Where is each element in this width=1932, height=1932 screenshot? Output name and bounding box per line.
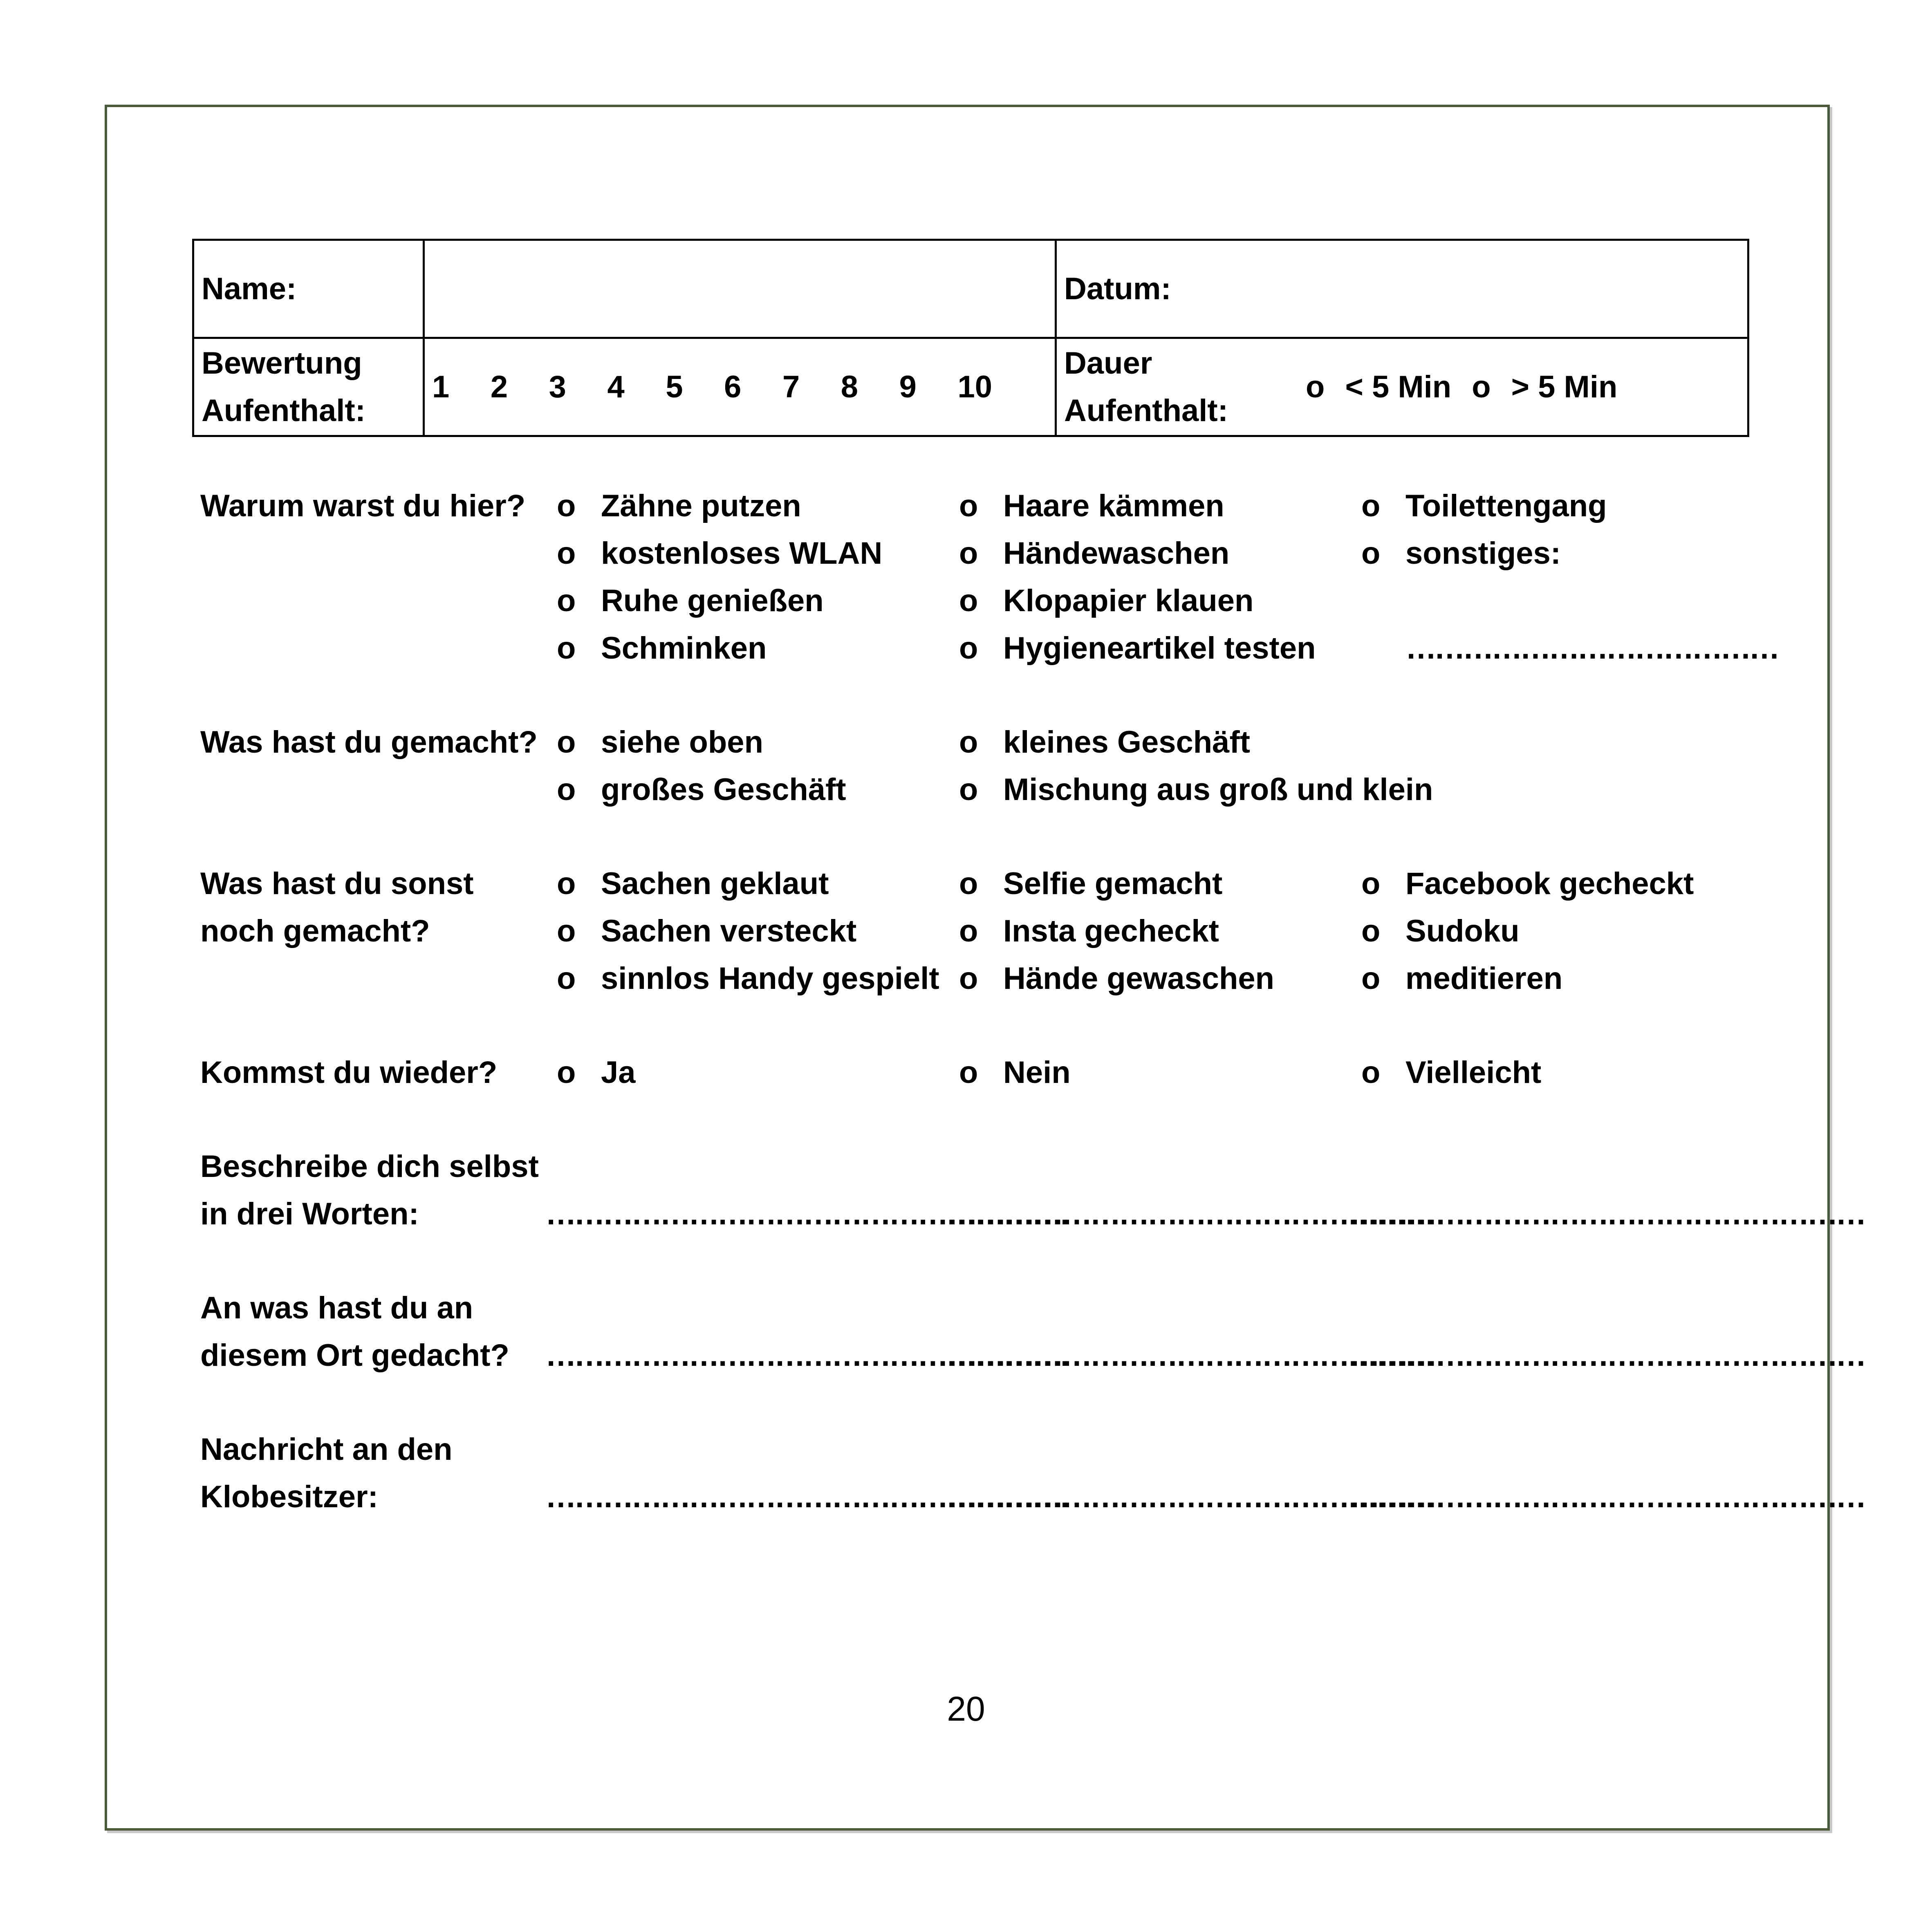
checkbox-bullet[interactable]: o: [1361, 489, 1381, 523]
duration-option-long[interactable]: > 5 Min: [1511, 369, 1618, 404]
question-what-label: Was hast du gemacht?: [200, 725, 538, 760]
option-test-hygiene[interactable]: [959, 625, 1316, 672]
answer-line-3[interactable]: ………………………………………………: [1349, 1338, 1864, 1373]
question-else-line2: noch gemacht?: [200, 914, 430, 948]
name-input-cell[interactable]: [424, 240, 1056, 338]
option-steal-paper[interactable]: [959, 577, 1253, 625]
option-label: Sachen versteckt: [601, 914, 857, 948]
question-thoughts-label: [200, 1284, 509, 1379]
option-label: Zähne putzen: [601, 489, 801, 523]
rating-option[interactable]: 10: [957, 369, 992, 404]
date-cell[interactable]: [1056, 240, 1748, 338]
option-see-above[interactable]: [557, 719, 763, 766]
answer-line-1[interactable]: ……………………………………………….: [545, 1197, 1067, 1231]
answer-line-1[interactable]: ……………………………………………….: [545, 1338, 1067, 1373]
option-washed-hands[interactable]: [959, 955, 1274, 1002]
rating-label-cell: [193, 338, 424, 436]
question-else-label: [200, 860, 474, 955]
option-label: Insta gecheckt: [1003, 914, 1219, 948]
other-answer-line[interactable]: …………………………………: [1405, 631, 1777, 666]
answer-line-1[interactable]: ……………………………………………….: [545, 1479, 1067, 1514]
option-toilet[interactable]: [1361, 482, 1607, 530]
option-small[interactable]: [959, 719, 1250, 766]
checkbox-bullet[interactable]: o: [959, 914, 978, 948]
option-hid-things[interactable]: [557, 908, 856, 955]
option-quiet[interactable]: [557, 577, 824, 625]
duration-label-line2: Aufenthalt:: [1064, 393, 1228, 428]
duration-option-short[interactable]: < 5 Min: [1345, 369, 1452, 404]
duration-label-line1: Dauer: [1064, 345, 1152, 381]
option-label: Ruhe genießen: [601, 583, 824, 618]
rating-option[interactable]: 3: [549, 369, 566, 404]
question-else-line1: Was hast du sonst: [200, 866, 474, 901]
answer-line-2[interactable]: ……………………………………………: [947, 1338, 1433, 1373]
option-meditate[interactable]: [1361, 955, 1562, 1002]
option-stole-things[interactable]: [557, 860, 829, 908]
duration-options: [1306, 363, 1617, 411]
option-mixed[interactable]: [959, 766, 1433, 814]
checkbox-bullet[interactable]: o: [959, 866, 978, 901]
checkbox-bullet[interactable]: o: [959, 725, 978, 760]
checkbox-bullet[interactable]: o: [959, 489, 978, 523]
option-label: sonstiges:: [1405, 536, 1561, 571]
option-phone[interactable]: [557, 955, 939, 1002]
option-label: Haare kämmen: [1003, 489, 1224, 523]
checkbox-bullet[interactable]: o: [959, 1055, 978, 1090]
rating-label-line2: Aufenthalt:: [202, 393, 366, 428]
checkbox-bullet[interactable]: o: [557, 583, 576, 618]
checkbox-bullet[interactable]: o: [959, 631, 978, 666]
rating-option[interactable]: 2: [490, 369, 508, 404]
option-wlan[interactable]: [557, 530, 882, 577]
rating-option[interactable]: 6: [724, 369, 742, 404]
rating-option[interactable]: 1: [432, 369, 450, 404]
option-label: Hygieneartikel testen: [1003, 631, 1316, 666]
checkbox-bullet[interactable]: o: [557, 489, 576, 523]
option-label: Ja: [601, 1055, 636, 1090]
option-label: Nein: [1003, 1055, 1071, 1090]
question-message-label: [200, 1426, 453, 1521]
rating-option[interactable]: 5: [666, 369, 683, 404]
option-label: kostenloses WLAN: [601, 536, 883, 571]
name-label: Name:: [202, 271, 297, 306]
option-comb-hair[interactable]: [959, 482, 1224, 530]
option-label: Hände gewaschen: [1003, 961, 1275, 996]
option-label: Vielleicht: [1405, 1055, 1542, 1090]
option-label: Schminken: [601, 631, 767, 666]
checkbox-bullet[interactable]: o: [1361, 536, 1381, 571]
rating-option[interactable]: 9: [899, 369, 917, 404]
header-row-rating: [193, 338, 1748, 436]
option-yes[interactable]: [557, 1049, 636, 1096]
checkbox-bullet[interactable]: o: [1472, 369, 1491, 404]
checkbox-bullet[interactable]: o: [959, 772, 978, 807]
name-label-cell: [193, 240, 424, 338]
header-row-name: [193, 240, 1748, 338]
checkbox-bullet[interactable]: o: [557, 536, 576, 571]
checkbox-bullet[interactable]: o: [557, 914, 576, 948]
option-label: Facebook gecheckt: [1405, 866, 1694, 901]
rating-scale-cell: [424, 338, 1056, 436]
checkbox-bullet[interactable]: o: [557, 725, 576, 760]
page-number: 20: [947, 1690, 985, 1728]
option-label: Sachen geklaut: [601, 866, 829, 901]
date-label: Datum:: [1064, 271, 1171, 306]
question-message-line1: Nachricht an den: [200, 1432, 453, 1467]
answer-line-2[interactable]: ……………………………………………: [947, 1479, 1433, 1514]
checkbox-bullet[interactable]: o: [557, 866, 576, 901]
option-facebook[interactable]: [1361, 860, 1694, 908]
option-makeup[interactable]: [557, 625, 767, 672]
rating-label-line1: Bewertung: [202, 345, 362, 381]
option-label: Sudoku: [1405, 914, 1520, 948]
checkbox-bullet[interactable]: o: [959, 583, 978, 618]
question-describe-line2: in drei Worten:: [200, 1197, 419, 1231]
option-big[interactable]: [557, 766, 846, 814]
answer-line-3[interactable]: ………………………………………………: [1349, 1479, 1864, 1514]
option-no[interactable]: [959, 1049, 1071, 1096]
question-thoughts-line2: diesem Ort gedacht?: [200, 1338, 509, 1373]
checkbox-bullet[interactable]: o: [557, 961, 576, 996]
answer-line-3[interactable]: ………………………………………………: [1349, 1197, 1864, 1231]
checkbox-bullet[interactable]: o: [557, 772, 576, 807]
checkbox-bullet[interactable]: o: [959, 961, 978, 996]
checkbox-bullet[interactable]: o: [1306, 369, 1325, 404]
header-table: [192, 239, 1749, 437]
answer-line-2[interactable]: ……………………………………………: [947, 1197, 1433, 1231]
rating-option[interactable]: 8: [840, 369, 858, 404]
question-return-label: Kommst du wieder?: [200, 1055, 498, 1090]
option-label: sinnlos Handy gespielt: [601, 961, 939, 996]
rating-scale: [432, 363, 992, 411]
checkbox-bullet[interactable]: o: [557, 631, 576, 666]
checkbox-bullet[interactable]: o: [1361, 1055, 1381, 1090]
option-label: meditieren: [1405, 961, 1563, 996]
option-insta[interactable]: [959, 908, 1219, 955]
question-thoughts-line1: An was hast du an: [200, 1291, 473, 1325]
checkbox-bullet[interactable]: o: [1361, 961, 1381, 996]
checkbox-bullet[interactable]: o: [959, 536, 978, 571]
question-why-label: Warum warst du hier?: [200, 489, 526, 523]
option-maybe[interactable]: [1361, 1049, 1541, 1096]
option-label: kleines Geschäft: [1003, 725, 1251, 760]
option-label: Toilettengang: [1405, 489, 1607, 523]
question-describe-line1: Beschreibe dich selbst: [200, 1149, 539, 1184]
checkbox-bullet[interactable]: o: [1361, 866, 1381, 901]
duration-cell: [1056, 338, 1748, 436]
checkbox-bullet[interactable]: o: [557, 1055, 576, 1090]
option-selfie[interactable]: [959, 860, 1222, 908]
question-message-line2: Klobesitzer:: [200, 1479, 378, 1514]
option-wash-hands[interactable]: [959, 530, 1229, 577]
option-sudoku[interactable]: [1361, 908, 1520, 955]
option-label: Händewaschen: [1003, 536, 1230, 571]
option-teeth[interactable]: [557, 482, 801, 530]
option-label: siehe oben: [601, 725, 763, 760]
question-describe-label: [200, 1143, 539, 1238]
checkbox-bullet[interactable]: o: [1361, 914, 1381, 948]
option-other[interactable]: [1361, 530, 1561, 577]
option-label: großes Geschäft: [601, 772, 846, 807]
rating-option[interactable]: 7: [782, 369, 800, 404]
option-label: Mischung aus groß und klein: [1003, 772, 1433, 807]
option-label: Klopapier klauen: [1003, 583, 1254, 618]
option-label: Selfie gemacht: [1003, 866, 1223, 901]
rating-option[interactable]: 4: [607, 369, 625, 404]
